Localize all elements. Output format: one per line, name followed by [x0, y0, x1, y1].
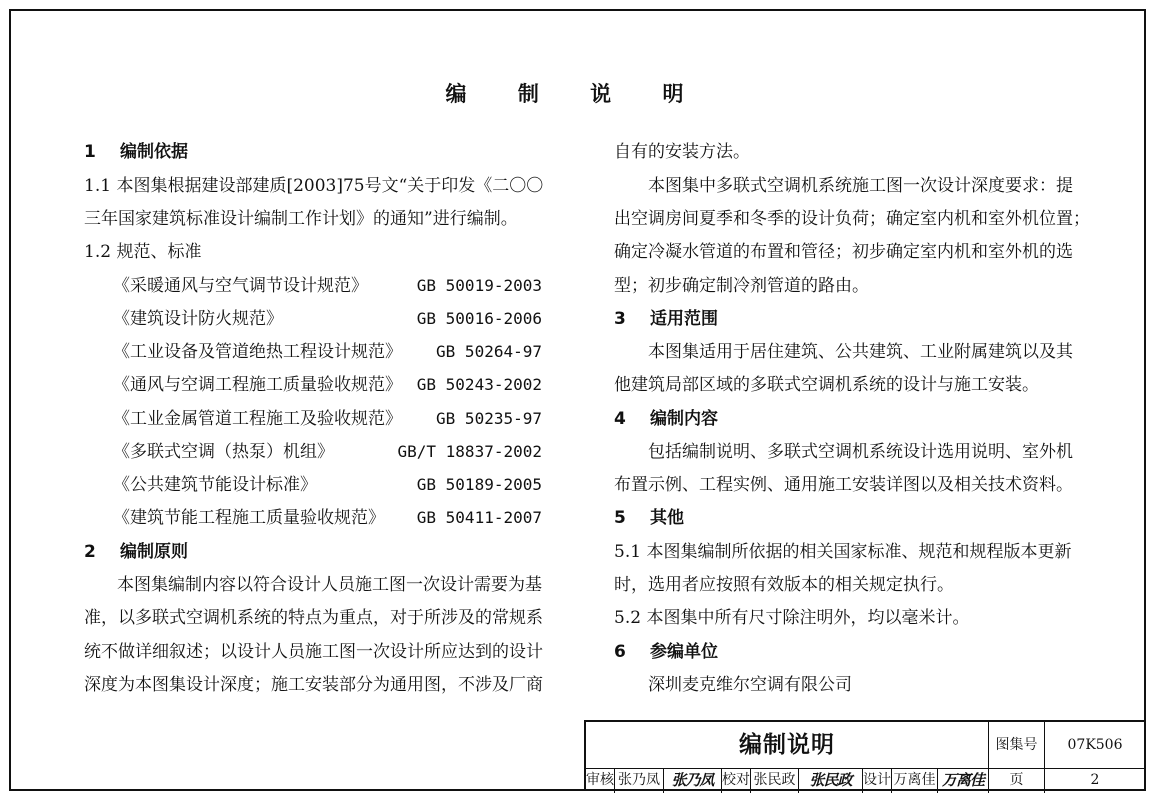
standard-name: 《工业设备及管道绝热工程设计规范》 [113, 342, 402, 362]
paragraph-2-line-4: 深度为本图集设计深度；施工安装部分为通用图，不涉及厂商 [84, 675, 543, 695]
paragraph-1-1-line-1: 1.1 本图集根据建设部建质[2003]75号文“关于印发《二〇〇 [84, 176, 544, 196]
standard-code: GB 50189-2005 [416, 475, 542, 494]
check-signature: 张民政 [799, 769, 863, 793]
check-label: 校对 [722, 769, 751, 793]
standard-code: GB 50016-2006 [416, 309, 542, 328]
atlas-number-label: 图集号 [989, 722, 1045, 769]
title-block [584, 720, 1145, 791]
standard-name: 《多联式空调（热泵）机组》 [113, 442, 334, 462]
section-3-number: 3 [614, 309, 626, 329]
page-title: 编 制 说 明 [445, 82, 706, 106]
section-2-number: 2 [84, 542, 96, 562]
standard-code: GB 50235-97 [436, 409, 542, 428]
section-6-title: 参编单位 [650, 642, 718, 662]
depth-line-3: 确定冷凝水管道的布置和管径；初步确定室内机和室外机的选 [614, 242, 1073, 262]
review-name: 张乃凤 [615, 769, 664, 793]
section-3-heading [614, 305, 718, 333]
paragraph-1-2: 1.2 规范、标准 [84, 242, 202, 262]
standard-name: 《采暖通风与空气调节设计规范》 [113, 276, 368, 296]
standard-code: GB 50243-2002 [416, 375, 542, 394]
design-label: 设计 [863, 769, 892, 793]
paragraph-2-line-2: 准，以多联式空调机系统的特点为重点，对于所涉及的常规系 [84, 608, 543, 628]
depth-line-4: 型；初步确定制冷剂管道的路由。 [614, 276, 869, 296]
paragraph-2-line-1: 本图集编制内容以符合设计人员施工图一次设计需要为基 [117, 575, 542, 595]
paragraph-4-line-2: 布置示例、工程实例、通用施工安装详图以及相关技术资料。 [614, 475, 1073, 495]
section-4-heading [614, 405, 718, 433]
check-name: 张民政 [751, 769, 799, 793]
design-name: 万离佳 [892, 769, 938, 793]
depth-line-2: 出空调房间夏季和冬季的设计负荷；确定室内机和室外机位置； [614, 209, 1090, 229]
section-5-heading [614, 504, 684, 532]
review-label: 审核 [586, 769, 615, 793]
section-2-heading [84, 538, 188, 566]
paragraph-2-line-3: 统不做详细叙述；以设计人员施工图一次设计所应达到的设计 [84, 642, 543, 662]
section-1-heading [84, 138, 188, 166]
standard-name: 《建筑节能工程施工质量验收规范》 [113, 508, 385, 528]
continuation-line: 自有的安装方法。 [614, 142, 750, 162]
section-5-title: 其他 [650, 508, 684, 528]
standard-code: GB 50264-97 [436, 342, 542, 361]
section-4-title: 编制内容 [650, 409, 718, 429]
design-signature: 万离佳 [938, 769, 989, 793]
standard-name: 《建筑设计防火规范》 [113, 309, 283, 329]
paragraph-4-line-1: 包括编制说明、多联式空调机系统设计选用说明、室外机 [648, 442, 1073, 462]
review-signature: 张乃凤 [664, 769, 722, 793]
paragraph-5-2: 5.2 本图集中所有尺寸除注明外，均以毫米计。 [614, 608, 970, 628]
standard-name: 《工业金属管道工程施工及验收规范》 [113, 409, 402, 429]
section-5-number: 5 [614, 508, 626, 528]
standard-code: GB 50019-2003 [416, 276, 542, 295]
section-2-title: 编制原则 [120, 542, 188, 562]
section-3-title: 适用范围 [650, 309, 718, 329]
section-1-title: 编制依据 [120, 142, 188, 162]
paragraph-1-1-line-2: 三年国家建筑标准设计编制工作计划》的通知”进行编制。 [84, 209, 518, 229]
title-block-title: 编制说明 [586, 722, 989, 769]
section-6-heading [614, 638, 718, 666]
paragraph-3-line-1: 本图集适用于居住建筑、公共建筑、工业附属建筑以及其 [648, 342, 1073, 362]
section-6-number: 6 [614, 642, 626, 662]
paragraph-3-line-2: 他建筑局部区域的多联式空调机系统的设计与施工安装。 [614, 375, 1039, 395]
participating-company: 深圳麦克维尔空调有限公司 [648, 675, 852, 695]
standard-code: GB/T 18837-2002 [397, 442, 542, 461]
depth-line-1: 本图集中多联式空调机系统施工图一次设计深度要求：提 [648, 176, 1073, 196]
standard-name: 《通风与空调工程施工质量验收规范》 [113, 375, 402, 395]
paragraph-5-1-line-1: 5.1 本图集编制所依据的相关国家标准、规范和规程版本更新 [614, 542, 1072, 562]
standard-name: 《公共建筑节能设计标准》 [113, 475, 317, 495]
paragraph-5-1-line-2: 时，选用者应按照有效版本的相关规定执行。 [614, 575, 954, 595]
page-label: 页 [989, 769, 1045, 793]
standard-code: GB 50411-2007 [416, 508, 542, 527]
page-number: 2 [1090, 772, 1100, 788]
section-4-number: 4 [614, 409, 626, 429]
atlas-number-value: 07K506 [1045, 722, 1145, 769]
section-1-number: 1 [84, 142, 96, 162]
